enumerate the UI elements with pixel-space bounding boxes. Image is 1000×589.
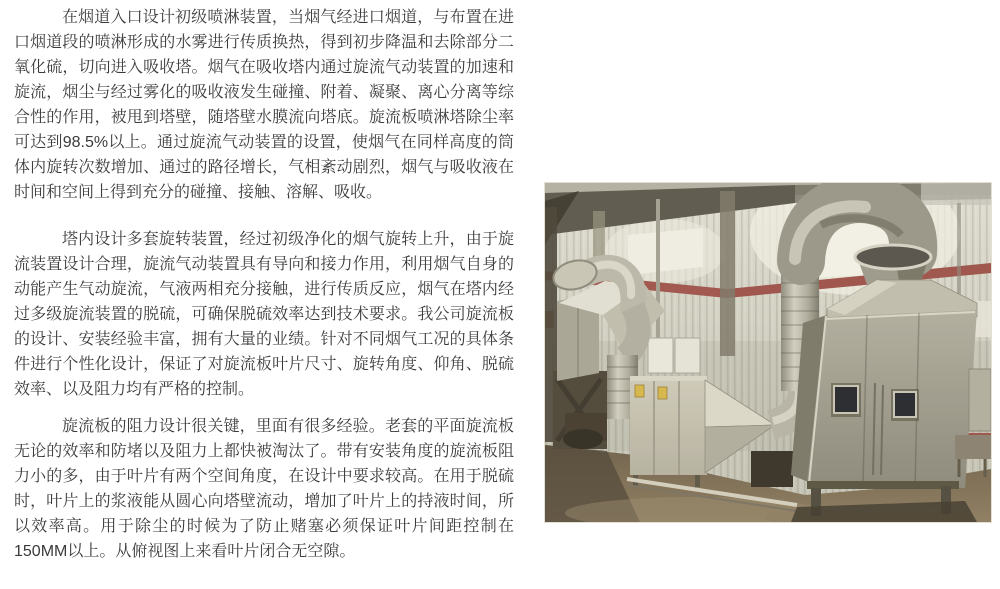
article-text-block <box>14 5 514 564</box>
paragraph-swirl-plate-resistance: 旋流板的阻力设计很关键，里面有很多经验。老套的平面旋流板无论的效率和防堵以及阻力上都快被淘汰了。带有安装角度的旋流板阻力小的多，由于叶片有两个空间角度，在设计中要求较高。在用于脱硫时，叶片上的浆液能从圆心向塔壁流动，增加了叶片上的持液时间，所以效率高。用于除尘的时候为了防止赌塞必须保证叶片间距控制在150MM以上。从俯视图上来看叶片闭合无空隙。 <box>14 418 514 560</box>
photo-tint-overlay <box>545 183 991 522</box>
paragraph-flue-inlet-spray: 在烟道入口设计初级喷淋装置，当烟气经进口烟道，与布置在进口烟道段的喷淋形成的水雾进行传质换热，得到初步降温和去除部分二氧化硫，切向进入吸收塔。烟气在吸收塔内通过旋流气动装置的加速和旋流，烟尘与经过雾化的吸收液发生碰撞、附着、凝聚、离心分离等综合性的作用，被甩到塔壁，随塔壁水膜流向塔底。旋流板喷淋塔除尘率可达到98.5%以上。通过旋流气动装置的设置，使烟气在同样高度的筒体内旋转次数增加、通过的路径增长，气相紊动剧烈，烟气与吸收液在时间和空间上得到充分的碰撞、接触、溶解、吸收。 <box>14 9 514 201</box>
paragraph-tower-swirl-devices: 塔内设计多套旋转装置，经过初级净化的烟气旋转上升，由于旋流装置设计合理，旋流气动装置具有导向和接力作用，利用烟气自身的动能产生气动旋流，气液两相充分接触，进行传质反应，烟气在塔内经过多级旋流装置的脱硫，可确保脱硫效率达到技术要求。我公司旋流板的设计、安装经验丰富，拥有大量的业绩。针对不同烟气工况的具体条件进行个性化设计，保证了对旋流板叶片尺寸、旋转角度、仰角、脱硫效率、以及阻力均有严格的控制。 <box>14 231 514 398</box>
equipment-photo <box>545 183 991 522</box>
